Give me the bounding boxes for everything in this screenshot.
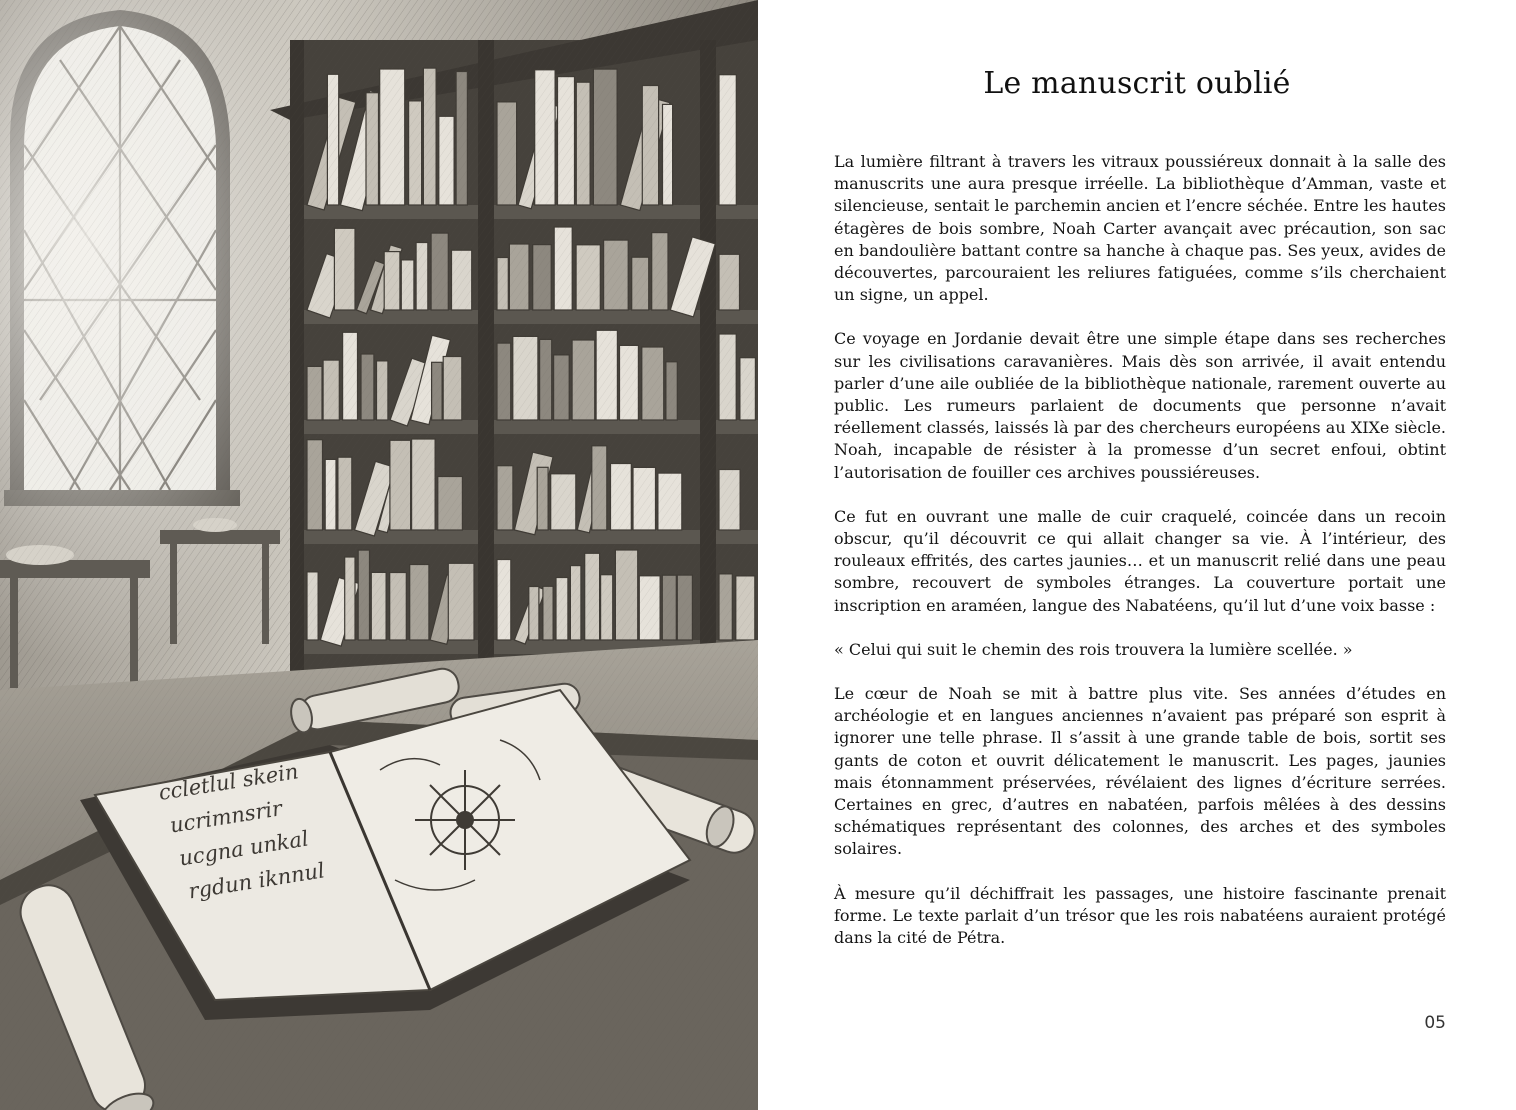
text-page [758, 0, 1516, 1110]
page-number: 05 [1424, 1013, 1446, 1033]
inscription-quote: « Celui qui suit le chemin des rois trouvera la lumière scellée. » [834, 639, 1353, 659]
svg-text:ucrimnsrir: ucrimnsrir [168, 796, 284, 838]
svg-text:ucgna unkal: ucgna unkal [177, 826, 311, 871]
paragraph: Le cœur de Noah se mit à battre plus vite. Ses années d’études en archéologie et en langues anciennes n’avaient pas préparé son esprit à ignorer une telle phrase. Il s’assit à une grande table de bois, sortit ses gants de coton et ouvrit délicatement le manuscrit. Les pages, jaunies mais étonnamment préservées, révélaient des lignes d’écriture serrées. Certaines en grec, d’autres en nabatéen, parfois mêlées à des dessins schématiques représentant des colonnes, des arches et des symboles solaires. [834, 684, 1446, 859]
chapter-body [834, 151, 1446, 971]
paragraph: À mesure qu’il déchiffrait les passages, une histoire fascinante prenait forme. Le texte parlait d’un trésor que les rois nabatéens auraient protégé dans la cité de Pétra. [834, 883, 1446, 948]
paragraph: La lumière filtrant à travers les vitraux poussiéreux donnait à la salle des manuscrits une aura presque irréelle. La bibliothèque d’Amman, vaste et silencieuse, sentait le parchemin ancien et l’encre séchée. Entre les hautes étagères de bois sombre, Noah Carter avançait avec précaution, son sac en bandoulière battant contre sa hanche à chaque pas. Ses yeux, avides de découvertes, parcouraient les reliures fatiguées, comme s’ils cherchaient un signe, un appel. [834, 152, 1446, 305]
svg-text:ccletlul skein: ccletlul skein [157, 759, 300, 805]
svg-text:rgdun iknnul: rgdun iknnul [186, 858, 327, 904]
paragraph: Ce voyage en Jordanie devait être une simple étape dans ses recherches sur les civilisations caravanières. Mais dès son arrivée, il avait entendu parler d’une aile oubliée de la bibliothèque nationale, rarement ouverte au public. Les rumeurs parlaient de documents que personne n’avait réellement classés, laissés là par des chercheurs européens au XIXe siècle. Noah, incapable de résister à la promesse d’un secret enfoui, obtint l’autorisation de fouiller ces archives poussiéreuses. [834, 329, 1446, 482]
paragraph: Ce fut en ouvrant une malle de cuir craquelé, coincée dans un recoin obscur, qu’il découvrit ce qui allait changer sa vie. À l’intérieur, des rouleaux effrités, des cartes jaunies… et un manuscrit relié dans une peau sombre, recouvert de symboles étranges. La couverture portait une inscription en araméen, langue des Nabatéens, qu’il lut d’une voix basse : [834, 506, 1446, 615]
chapter-title: Le manuscrit oublié [983, 66, 1291, 101]
